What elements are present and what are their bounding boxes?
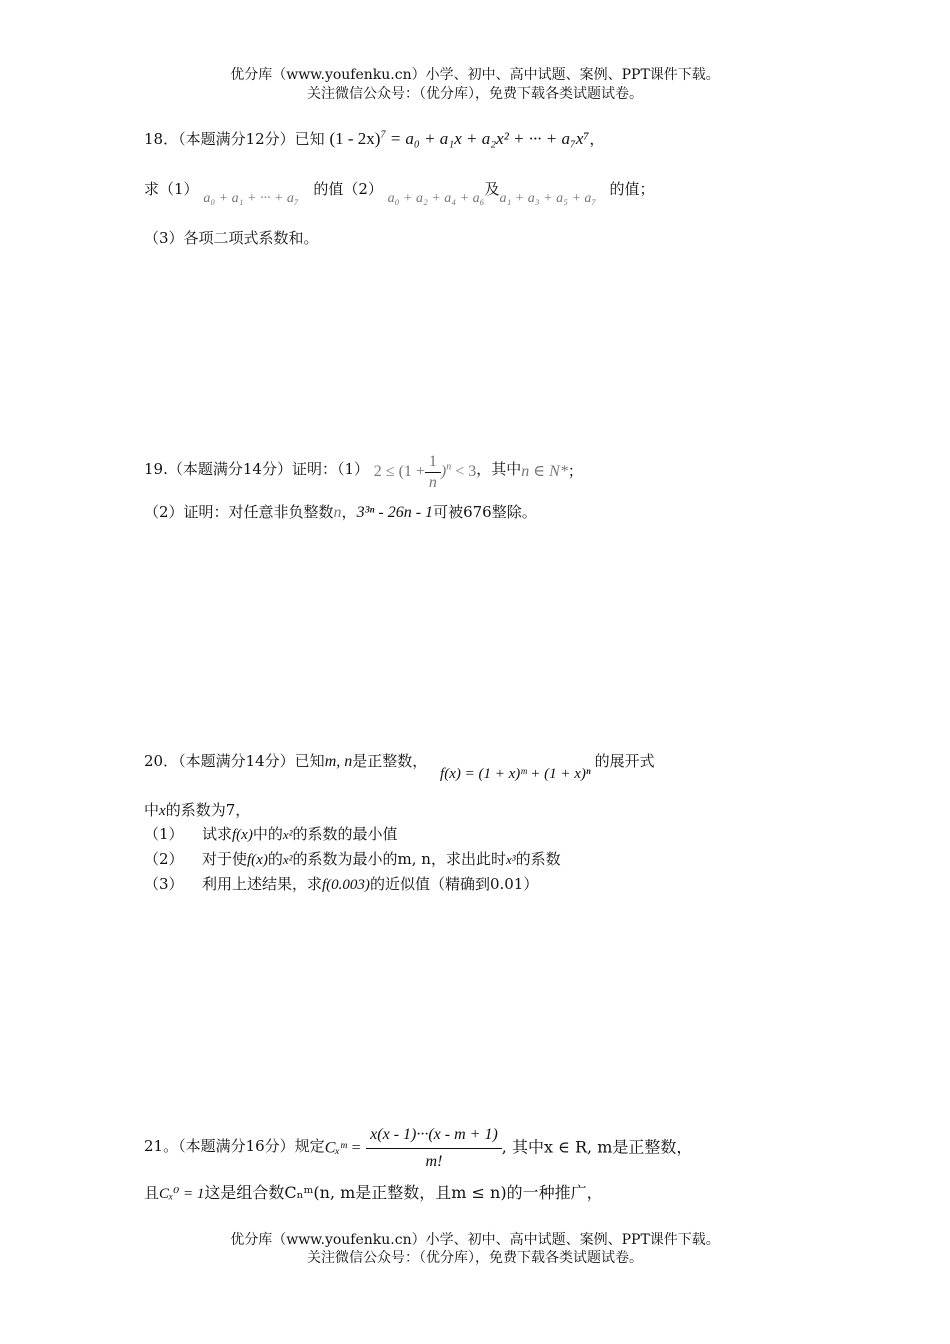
q20-line2 <box>144 799 250 820</box>
q18-equation: (1 - 2x)$^7$ = a₀ + a₁x + a₂x² + ··· + a₇x⁷ <box>329 129 590 148</box>
q20-vars: m, n <box>324 753 353 770</box>
q21-line2-b: 这是组合数Cₙᵐ(n, m是正整数，且m ≤ n)的一种推广， <box>204 1183 603 1202</box>
header-line-1: 优分库（www.youfenku.cn）小学、初中、高中试题、案例、PPT课件下载。 <box>230 67 720 83</box>
q21-line2-a: 且 <box>144 1184 160 1202</box>
q20-item-1: （1） 试求f(x)中的x²的系数的最小值 <box>144 825 398 843</box>
q20-line2-a: 中 <box>144 801 160 819</box>
q18-ask: 求（1） <box>144 180 199 198</box>
q19-part2-var: n <box>333 504 342 521</box>
q19-part2-expr: 3³ⁿ - 26n - 1 <box>356 504 434 521</box>
q19-part2-b: 可被676整除。 <box>433 503 537 521</box>
footer-line-1: 优分库（www.youfenku.cn）小学、初中、高中试题、案例、PPT课件下载。 <box>230 1232 720 1248</box>
q21-line2 <box>144 1180 603 1203</box>
footer-line-2: 关注微信公众号：（优分库），免费下载各类试题试卷。 <box>307 1250 643 1266</box>
q18-sum3: a₁ + a₃ + a₅ + a₇ <box>499 191 597 206</box>
header-line-2: 关注微信公众号：（优分库），免费下载各类试题试卷。 <box>307 86 643 102</box>
q21-symbol: Cₓᵐ = <box>324 1139 362 1157</box>
q19-cond-end: ； <box>567 462 583 481</box>
q18-p2-end: 的值； <box>609 180 655 198</box>
q18-sum2: a₀ + a₂ + a₄ + a₆ <box>387 191 485 206</box>
q20-head: 20．（本题满分14分）已知 <box>144 752 325 770</box>
q19-head: 19.（本题满分14分）证明：（1） <box>144 460 369 479</box>
q18-line1 <box>144 128 604 149</box>
q21-line2-symbol: Cₓ⁰ = 1 <box>159 1186 205 1202</box>
q19-where: ，其中 <box>476 460 522 479</box>
q20-expand: 的展开式 <box>594 752 655 770</box>
q18-head: 18．（本题满分12分）已知 <box>144 130 325 148</box>
q18-part3: （3）各项二项式系数和。 <box>144 229 319 247</box>
q19-line1 <box>144 452 583 493</box>
q20-function: f(x) = (1 + x)ᵐ + (1 + x)ⁿ <box>440 766 591 782</box>
q20-item-2: （2） 对于使f(x)的x²的系数为最小的m, n，求出此时x³的系数 <box>144 850 561 868</box>
q19-part2-sep: ， <box>341 503 357 521</box>
q21-head: 21。（本题满分16分）规定 <box>144 1136 325 1155</box>
q19-line2 <box>144 501 537 522</box>
q18-and: 及 <box>484 180 500 198</box>
q18-line2 <box>144 178 655 206</box>
q20-line2-var: x <box>159 803 166 819</box>
q20-item-3: （3） 利用上述结果，求f(0.003)的近似值（精确到0.01） <box>144 875 539 893</box>
q19-inequality: 2 ≤ (1 + $\frac{1}{n}$ )$^n$ < 3 <box>373 453 477 491</box>
q19-condition: n ∈ N* <box>521 463 568 481</box>
q19-part2-a: （2）证明：对任意非负整数 <box>144 503 334 521</box>
q21-line1 <box>144 1122 692 1175</box>
q18-sum1: a₀ + a₁ + ··· + a₇ <box>203 191 299 206</box>
q19-fraction: $\frac{1}{n}$ <box>425 452 441 493</box>
q21-fraction: $\frac{x(x - 1)\cdot\cdot\cdot(x - m + 1)}{m!}$ <box>366 1122 502 1175</box>
q20-line1 <box>144 750 655 782</box>
q20-line2-b: 的系数为7， <box>165 801 251 819</box>
q18-eq-end: ， <box>589 130 605 148</box>
q20-is-int: 是正整数， <box>352 752 428 770</box>
q21-tail: , 其中x ∈ R, m是正整数， <box>501 1137 693 1157</box>
q18-p1-end: 的值（2） <box>313 180 383 198</box>
